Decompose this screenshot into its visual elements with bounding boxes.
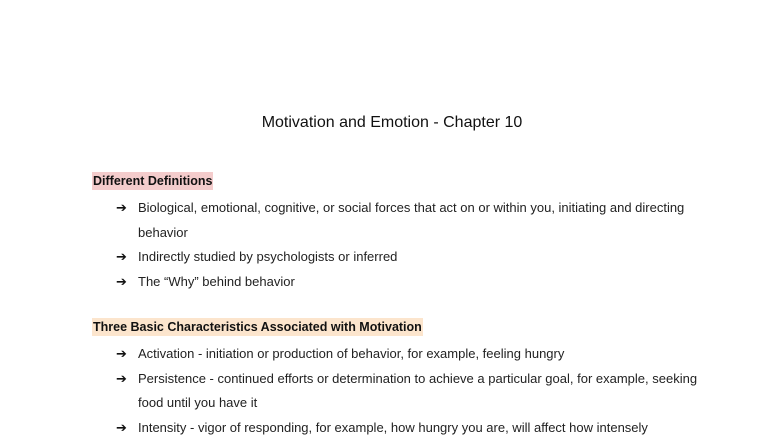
right-arrow-icon: ➔ [116, 346, 127, 361]
right-arrow-icon: ➔ [116, 370, 127, 386]
list-item [92, 367, 712, 416]
list-item [92, 196, 712, 245]
list-item-text: Indirectly studied by psychologists or inferred [138, 249, 398, 264]
right-arrow-icon: ➔ [116, 200, 127, 215]
page-title: Motivation and Emotion - Chapter 10 [261, 114, 523, 131]
list-item-text: Intensity - vigor of responding, for example, how hungry you are, will affect how intensely [138, 419, 648, 435]
right-arrow-icon: ➔ [116, 249, 127, 264]
list-item [92, 270, 712, 295]
bullet-list [92, 342, 712, 440]
list-item [92, 416, 712, 441]
section-different-definitions [92, 172, 712, 294]
bullet-list [92, 196, 712, 294]
section-heading: Three Basic Characteristics Associated with Motivation [93, 320, 422, 334]
list-item-text: Activation - initiation or production of behavior, for example, feeling hungry [138, 346, 565, 361]
right-arrow-icon: ➔ [116, 273, 127, 289]
list-item-text: Persistence - continued efforts or determination to achieve a particular goal, for example, seeking food until you have it [138, 370, 698, 410]
right-arrow-icon: ➔ [116, 419, 127, 435]
section-heading: Different Definitions [93, 174, 213, 188]
list-item-text: The “Why” behind behavior [138, 273, 295, 289]
list-item-text: Biological, emotional, cognitive, or social forces that act on or within you, initiating and directing behavior [138, 200, 685, 240]
list-item [92, 245, 712, 270]
section-three-basic-characteristics [92, 318, 712, 440]
list-item [92, 342, 712, 367]
